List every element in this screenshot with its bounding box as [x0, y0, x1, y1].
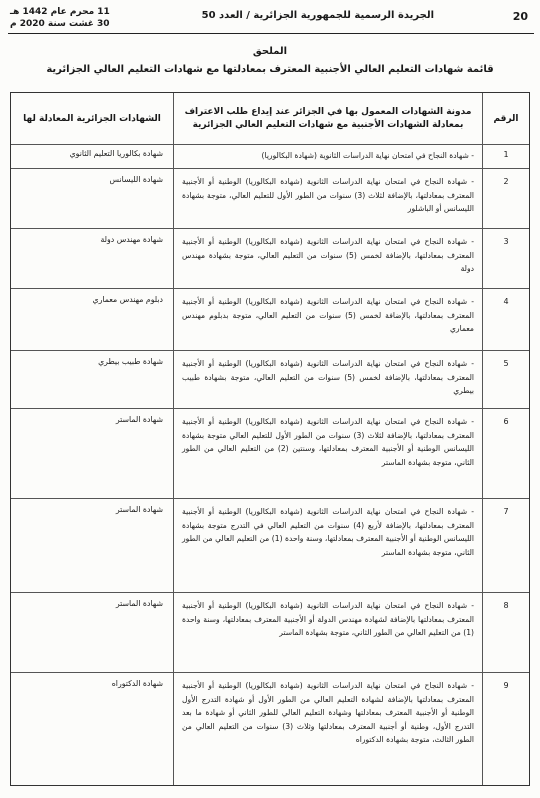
row-number: 7	[503, 507, 509, 516]
required-certificate-text: - شهادة النجاح في امتحان نهاية الدراسات الثانوية (شهادة البكالوريا) الوطنية أو الأجنبية المعترف بمعادلتها، بالإضافة لخمس (5) سنوات من التعليم العالي، متوجة بدبلوم مهندس معماري	[182, 297, 474, 334]
date-hijri: 11 محرم عام 1442 هـ	[10, 7, 110, 17]
required-certificate-text: - شهادة النجاح في امتحان نهاية الدراسات الثانوية (شهادة البكالوريا) الوطنية أو الأجنبية المعترف بمعادلتها، بالإضافة لخمس (5) سنوات من التعليم العالي، متوجة بشهادة مهندس دولة	[182, 237, 474, 274]
equivalent-certificate: شهادة الماستر	[115, 599, 163, 608]
equivalent-certificate: شهادة الماستر	[115, 505, 163, 514]
equivalent-certificate: شهادة بكالوريا التعليم الثانوي	[69, 149, 163, 158]
header-required-certificates: مدونة الشهادات المعمول بها في الجزائر عند إيداع طلب الاعتراف بمعادلة الشهادات الأجنبية مع شهادات التعليم العالي الجزائرية	[173, 93, 482, 144]
required-certificate-text: - شهادة النجاح في امتحان نهاية الدراسات الثانوية (شهادة البكالوريا) الوطنية أو الأجنبية المعترف بمعادلتها بالإضافة لشهادة التعليم العالي من الطور الأول أو شهادة التدرج الأول الوطنية أو الأجنبية المعترف بمعادلتها وشهادة التعليم العالي للطور الثاني أو شهادة ما بعد التدرج الأول، وطنية أو أجنبية المعترف بمعادلتها وثلاث (3) سنوات من التعليم العالي من الطور الثالث، متوجة بشهادة الدكتوراه	[182, 681, 474, 745]
annex-label: الملحق	[252, 46, 288, 57]
header-equivalent-certificates: الشهادات الجزائرية المعادلة لها	[23, 113, 161, 124]
table-row	[11, 593, 529, 673]
table-row	[11, 351, 529, 409]
list-title: قائمة شهادات التعليم العالي الأجنبية المعترف بمعادلتها مع شهادات التعليم العالي الجزائرية	[46, 64, 494, 75]
equivalent-certificate: شهادة الماستر	[115, 415, 163, 424]
table-row	[11, 289, 529, 351]
table-row	[11, 169, 529, 229]
header-number: الرقم	[482, 93, 529, 144]
row-number: 8	[503, 601, 509, 610]
row-number: 1	[503, 150, 509, 159]
equivalent-certificate: شهادة طبيب بيطري	[98, 357, 163, 366]
required-certificate-text: - شهادة النجاح في امتحان نهاية الدراسات الثانوية (شهادة البكالوريا) الوطنية أو الأجنبية المعترف بمعادلتها، بالإضافة لأربع (4) سنوات من التعليم العالي في التدرج متوجة بشهادة الليسانس الوطنية أو الأجنبية المعترف بمعادلتها، وسنة واحدة (1) من التعليم العالي من الطور الثاني، متوجة بشهادة الماستر	[182, 507, 475, 557]
row-number: 4	[503, 297, 509, 306]
equivalent-certificate: شهادة الليسانس	[109, 175, 163, 184]
table-row	[11, 673, 529, 785]
page-number: 20	[512, 10, 528, 23]
table-row	[11, 229, 529, 289]
table-row	[11, 145, 529, 169]
equivalent-certificate: دبلوم مهندس معماري	[92, 295, 163, 304]
issue-date	[10, 6, 110, 30]
journal-title: الجريدة الرسمية للجمهورية الجزائرية / العدد 50	[201, 10, 434, 21]
table-row	[11, 409, 529, 499]
equivalent-certificate: شهادة مهندس دولة	[100, 235, 163, 244]
date-gregorian: 30 غشت سنة 2020 م	[10, 19, 110, 29]
equivalence-table	[10, 92, 530, 786]
required-certificate-text: - شهادة النجاح في امتحان نهاية الدراسات الثانوية (شهادة البكالوريا)	[261, 151, 474, 160]
row-number: 2	[503, 177, 509, 186]
required-certificate-text: - شهادة النجاح في امتحان نهاية الدراسات الثانوية (شهادة البكالوريا) الوطنية أو الأجنبية المعترف بمعادلتها، بالإضافة لثلاث (3) سنوات من الطور الأول للتعليم العالي متوجة بشهادة الليسانس الوطنية أو الأجنبية المعترف بمعادلتها، وسنتين (2) من التعليم العالي من الطور الثاني، متوجة بشهادة الماستر	[182, 417, 475, 467]
row-number: 9	[503, 681, 509, 690]
page-header	[8, 4, 534, 34]
row-number: 5	[503, 359, 509, 368]
table-row	[11, 499, 529, 593]
table-header-row	[11, 93, 529, 145]
required-certificate-text: - شهادة النجاح في امتحان نهاية الدراسات الثانوية (شهادة البكالوريا) الوطنية أو الأجنبية المعترف بمعادلتها، بالإضافة لخمس (5) سنوات من التعليم العالي، متوجة بشهادة طبيب بيطري	[182, 359, 474, 396]
required-certificate-text: - شهادة النجاح في امتحان نهاية الدراسات الثانوية (شهادة البكالوريا) الوطنية أو الأجنبية المعترف بمعادلتها بالإضافة لشهادة مهندس الدولة أو الأجنبية المعترف بمعادلتها، وسنة واحدة (1) من التعليم العالي من الطور الثاني، متوجة بشهادة الماستر	[182, 601, 474, 638]
row-number: 3	[503, 237, 509, 246]
equivalent-certificate: شهادة الدكتوراه	[111, 679, 163, 688]
row-number: 6	[503, 417, 509, 426]
required-certificate-text: - شهادة النجاح في امتحان نهاية الدراسات الثانوية (شهادة البكالوريا) الوطنية أو الأجنبية المعترف بمعادلتها، بالإضافة لثلاث (3) سنوات من الطور الأول للتعليم العالي، متوجة بشهادة الليسانس أو الباشلور	[182, 177, 475, 214]
